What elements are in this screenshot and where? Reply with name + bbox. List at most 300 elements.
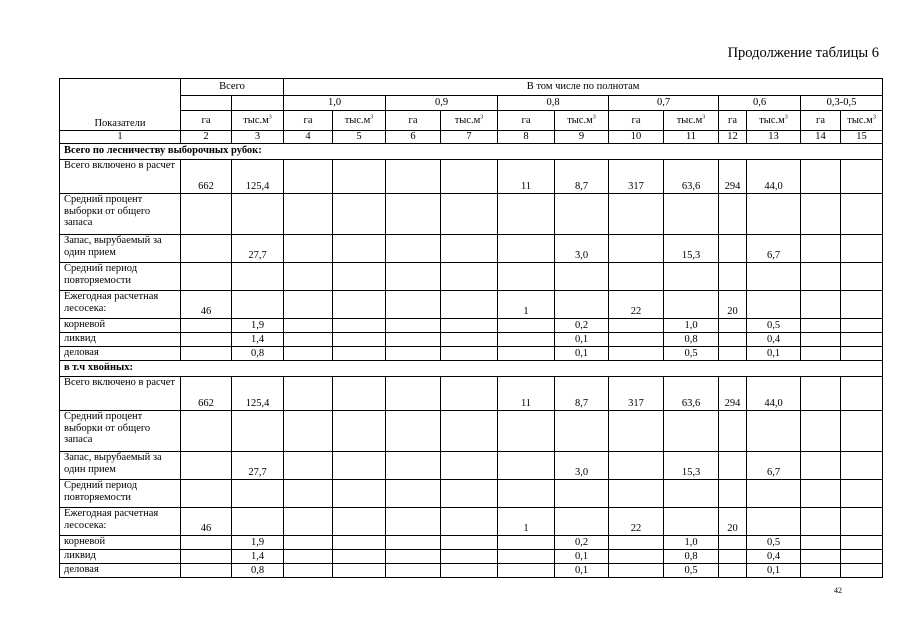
total-header: Всего	[181, 79, 284, 96]
table-cell: 1,4	[232, 550, 284, 564]
table-row	[60, 564, 883, 578]
column-number: 13	[747, 131, 801, 144]
table-cell	[801, 333, 841, 347]
table-cell	[441, 452, 498, 480]
table-cell: 662	[181, 160, 232, 194]
table-cell	[498, 333, 555, 347]
unit-vol-text: тыс.м	[344, 114, 371, 126]
table-cell	[386, 347, 441, 361]
column-number: 9	[555, 131, 609, 144]
unit-vol-header	[555, 111, 609, 131]
table-cell	[441, 377, 498, 411]
table-cell	[441, 333, 498, 347]
table-cell	[284, 508, 333, 536]
unit-ha-header: га	[498, 111, 555, 131]
row-label: Средний процент выборки от общего запаса	[60, 411, 181, 452]
table-cell	[555, 508, 609, 536]
table-cell	[441, 550, 498, 564]
table-cell	[609, 536, 664, 550]
table-cell: 8,7	[555, 377, 609, 411]
table-cell: 0,5	[747, 319, 801, 333]
table-cell	[441, 347, 498, 361]
table-cell	[747, 263, 801, 291]
table-cell	[664, 508, 719, 536]
table-cell	[609, 235, 664, 263]
table-cell	[719, 347, 747, 361]
table-cell	[181, 235, 232, 263]
table-cell: 0,4	[747, 550, 801, 564]
table-cell	[386, 377, 441, 411]
header-row-units	[60, 111, 883, 131]
table-cell: 27,7	[232, 235, 284, 263]
table-cell	[441, 160, 498, 194]
table-cell	[232, 291, 284, 319]
table-cell: 0,1	[555, 550, 609, 564]
table-cell	[333, 452, 386, 480]
table-cell	[801, 508, 841, 536]
table-cell	[664, 411, 719, 452]
table-cell	[181, 319, 232, 333]
table-row	[60, 347, 883, 361]
table-cell	[801, 263, 841, 291]
unit-vol-superscript: 3	[872, 114, 876, 121]
unit-vol-superscript: 3	[480, 114, 484, 121]
table-cell: 0,5	[664, 564, 719, 578]
unit-ha-header: га	[181, 111, 232, 131]
table-cell: 22	[609, 508, 664, 536]
table-cell	[719, 319, 747, 333]
row-label: Средний период повторяемости	[60, 263, 181, 291]
row-label: Ежегодная расчетная лесосека:	[60, 508, 181, 536]
table-cell	[801, 291, 841, 319]
table-row	[60, 319, 883, 333]
table-cell: 1	[498, 291, 555, 319]
unit-vol-text: тыс.м	[454, 114, 481, 126]
table-cell: 0,8	[232, 564, 284, 578]
table-cell: 317	[609, 160, 664, 194]
table-cell	[284, 536, 333, 550]
table-row	[60, 480, 883, 508]
table-cell: 294	[719, 377, 747, 411]
table-cell	[181, 564, 232, 578]
table-cell: 15,3	[664, 235, 719, 263]
table-row	[60, 194, 883, 235]
table-cell	[664, 291, 719, 319]
table-cell: 662	[181, 377, 232, 411]
table-row	[60, 160, 883, 194]
table-cell	[498, 263, 555, 291]
table-cell	[609, 194, 664, 235]
table-cell	[841, 536, 883, 550]
table-cell	[801, 319, 841, 333]
table-cell	[498, 536, 555, 550]
table-cell	[498, 194, 555, 235]
table-cell	[441, 235, 498, 263]
table-cell	[386, 194, 441, 235]
table-cell	[181, 333, 232, 347]
table-cell	[801, 536, 841, 550]
unit-vol-superscript: 3	[784, 114, 788, 121]
row-label: Средний процент выборки от общего запаса	[60, 194, 181, 235]
table-cell: 44,0	[747, 160, 801, 194]
density-group-header: В том числе по полнотам	[284, 79, 883, 96]
table-cell	[609, 564, 664, 578]
table-cell	[664, 480, 719, 508]
total-vol-subheader-blank	[232, 96, 284, 111]
table-cell	[284, 411, 333, 452]
column-number: 15	[841, 131, 883, 144]
table-cell: 44,0	[747, 377, 801, 411]
row-label: Ежегодная расчетная лесосека:	[60, 291, 181, 319]
page-number: 42	[834, 586, 842, 595]
row-label: ликвид	[60, 333, 181, 347]
table-cell	[284, 377, 333, 411]
table-cell	[801, 452, 841, 480]
table-row	[60, 263, 883, 291]
table-cell	[181, 263, 232, 291]
table-cell: 22	[609, 291, 664, 319]
table-cell	[664, 263, 719, 291]
table-cell: 3,0	[555, 235, 609, 263]
table-cell	[181, 194, 232, 235]
table-cell	[333, 550, 386, 564]
table-cell	[841, 411, 883, 452]
unit-ha-header: га	[609, 111, 664, 131]
table-cell	[441, 263, 498, 291]
density-header: 0,3-0,5	[801, 96, 883, 111]
table-cell	[841, 333, 883, 347]
table-cell	[555, 263, 609, 291]
section-header-row	[60, 144, 883, 160]
table-cell: 0,1	[555, 564, 609, 578]
table-cell	[232, 194, 284, 235]
table-row	[60, 452, 883, 480]
table-cell: 0,5	[747, 536, 801, 550]
column-number: 8	[498, 131, 555, 144]
table-cell: 63,6	[664, 160, 719, 194]
table-cell	[609, 333, 664, 347]
table-cell	[841, 508, 883, 536]
table-cell	[284, 291, 333, 319]
table-cell	[386, 508, 441, 536]
table-cell	[333, 160, 386, 194]
table-cell	[801, 564, 841, 578]
table-cell	[181, 550, 232, 564]
table-cell	[719, 480, 747, 508]
total-ha-subheader-blank	[181, 96, 232, 111]
table-cell	[386, 160, 441, 194]
row-label: корневой	[60, 319, 181, 333]
table-cell	[284, 564, 333, 578]
row-label: деловая	[60, 347, 181, 361]
column-number: 5	[333, 131, 386, 144]
table-cell	[719, 333, 747, 347]
table-cell	[333, 508, 386, 536]
table-cell	[609, 347, 664, 361]
table-cell	[333, 411, 386, 452]
table-cell: 1,9	[232, 536, 284, 550]
table-cell	[441, 411, 498, 452]
data-table	[59, 78, 883, 578]
unit-vol-text: тыс.м	[847, 114, 873, 126]
table-cell	[801, 235, 841, 263]
unit-ha-header: га	[386, 111, 441, 131]
section-header-row	[60, 361, 883, 377]
table-cell	[841, 347, 883, 361]
table-cell	[841, 452, 883, 480]
table-cell	[555, 411, 609, 452]
density-header: 0,7	[609, 96, 719, 111]
table-cell	[232, 263, 284, 291]
table-row	[60, 333, 883, 347]
table-cell	[284, 319, 333, 333]
table-cell	[498, 319, 555, 333]
table-row	[60, 550, 883, 564]
table-cell	[386, 550, 441, 564]
row-label: деловая	[60, 564, 181, 578]
table-cell	[841, 564, 883, 578]
table-cell	[386, 333, 441, 347]
table-row	[60, 411, 883, 452]
table-cell: 6,7	[747, 452, 801, 480]
table-cell	[386, 452, 441, 480]
table-cell	[333, 333, 386, 347]
table-cell: 6,7	[747, 235, 801, 263]
table-cell	[747, 508, 801, 536]
table-cell	[441, 291, 498, 319]
table-cell	[719, 536, 747, 550]
column-number: 14	[801, 131, 841, 144]
table-cell: 0,1	[747, 347, 801, 361]
section-title: Всего по лесничеству выборочных рубок:	[60, 144, 883, 160]
table-cell	[386, 564, 441, 578]
table-cell	[801, 550, 841, 564]
table-cell: 46	[181, 291, 232, 319]
table-cell	[664, 194, 719, 235]
table-cell: 1,9	[232, 319, 284, 333]
table-cell	[719, 452, 747, 480]
column-number: 11	[664, 131, 719, 144]
header-row-2	[60, 96, 883, 111]
table-cell	[386, 291, 441, 319]
table-cell	[801, 411, 841, 452]
table-cell	[333, 347, 386, 361]
table-cell: 0,8	[232, 347, 284, 361]
table-cell: 0,8	[664, 333, 719, 347]
table-cell	[747, 291, 801, 319]
table-cell	[333, 291, 386, 319]
row-label: Запас, вырубаемый за один прием	[60, 235, 181, 263]
unit-vol-text: тыс.м	[759, 114, 785, 126]
table-cell: 0,1	[555, 347, 609, 361]
table-cell	[333, 194, 386, 235]
table-cell: 46	[181, 508, 232, 536]
table-cell	[719, 235, 747, 263]
density-header: 1,0	[284, 96, 386, 111]
table-cell	[609, 263, 664, 291]
table-cell: 3,0	[555, 452, 609, 480]
table-cell	[386, 480, 441, 508]
table-cell	[232, 480, 284, 508]
table-cell	[555, 194, 609, 235]
unit-ha-header: га	[801, 111, 841, 131]
table-row	[60, 291, 883, 319]
table-cell	[284, 235, 333, 263]
table-cell: 11	[498, 377, 555, 411]
table-cell: 1,0	[664, 319, 719, 333]
table-cell	[441, 564, 498, 578]
table-cell	[441, 319, 498, 333]
column-number: 2	[181, 131, 232, 144]
column-number: 6	[386, 131, 441, 144]
table-cell: 294	[719, 160, 747, 194]
table-cell	[333, 319, 386, 333]
row-label: Всего включено в расчет	[60, 160, 181, 194]
table-cell: 15,3	[664, 452, 719, 480]
unit-vol-superscript: 3	[592, 114, 596, 121]
table-cell: 8,7	[555, 160, 609, 194]
table-row	[60, 377, 883, 411]
table-cell	[841, 291, 883, 319]
column-number: 10	[609, 131, 664, 144]
table-cell	[747, 480, 801, 508]
table-cell	[609, 480, 664, 508]
table-cell: 0,2	[555, 536, 609, 550]
table-cell	[333, 235, 386, 263]
row-label-header: Показатели	[60, 79, 181, 131]
table-cell: 20	[719, 508, 747, 536]
table-cell	[841, 194, 883, 235]
table-cell	[719, 194, 747, 235]
column-number: 7	[441, 131, 498, 144]
table-cell	[441, 536, 498, 550]
table-cell	[284, 550, 333, 564]
row-label: Запас, вырубаемый за один прием	[60, 452, 181, 480]
table-cell	[284, 263, 333, 291]
table-cell	[441, 508, 498, 536]
table-cell	[719, 411, 747, 452]
table-cell: 63,6	[664, 377, 719, 411]
table-cell: 317	[609, 377, 664, 411]
table-cell	[181, 536, 232, 550]
table-cell: 0,1	[747, 564, 801, 578]
table-cell	[284, 194, 333, 235]
table-cell	[284, 333, 333, 347]
table-cell	[609, 411, 664, 452]
unit-vol-superscript: 3	[370, 114, 374, 121]
table-cell	[801, 160, 841, 194]
table-cell	[719, 550, 747, 564]
unit-vol-text: тыс.м	[243, 114, 269, 126]
table-cell: 1,4	[232, 333, 284, 347]
table-cell	[386, 263, 441, 291]
table-cell	[801, 347, 841, 361]
table-cell: 0,2	[555, 319, 609, 333]
table-cell	[181, 452, 232, 480]
table-cell	[841, 550, 883, 564]
table-cell: 0,1	[555, 333, 609, 347]
table-cell	[719, 263, 747, 291]
column-number: 4	[284, 131, 333, 144]
table-cell: 1	[498, 508, 555, 536]
table-cell	[841, 319, 883, 333]
table-cell: 20	[719, 291, 747, 319]
row-label: ликвид	[60, 550, 181, 564]
table-cell	[498, 347, 555, 361]
table-cell	[609, 452, 664, 480]
table-cell	[232, 411, 284, 452]
table-cell	[498, 550, 555, 564]
table-cell	[747, 194, 801, 235]
unit-vol-superscript: 3	[268, 114, 272, 121]
unit-vol-header	[441, 111, 498, 131]
header-row-numbers	[60, 131, 883, 144]
table-cell	[284, 480, 333, 508]
table-cell: 27,7	[232, 452, 284, 480]
unit-vol-header	[841, 111, 883, 131]
column-number: 1	[60, 131, 181, 144]
table-cell	[841, 263, 883, 291]
unit-vol-header	[664, 111, 719, 131]
table-cell: 0,8	[664, 550, 719, 564]
table-cell	[801, 194, 841, 235]
table-cell	[841, 235, 883, 263]
table-cell	[181, 480, 232, 508]
table-cell	[719, 564, 747, 578]
table-cell	[333, 564, 386, 578]
table-cell	[181, 347, 232, 361]
unit-vol-superscript: 3	[702, 114, 706, 121]
table-cell	[386, 235, 441, 263]
table-cell	[333, 480, 386, 508]
table-cell: 125,4	[232, 160, 284, 194]
table-cell	[801, 480, 841, 508]
table-cell	[841, 480, 883, 508]
table-cell	[841, 160, 883, 194]
density-header: 0,9	[386, 96, 498, 111]
unit-vol-header	[747, 111, 801, 131]
table-caption: Продолжение таблицы 6	[727, 45, 879, 61]
table-cell	[386, 411, 441, 452]
table-cell	[333, 377, 386, 411]
row-label: корневой	[60, 536, 181, 550]
table-cell	[498, 480, 555, 508]
table-cell: 0,4	[747, 333, 801, 347]
table-cell	[609, 319, 664, 333]
table-cell	[441, 194, 498, 235]
unit-ha-header: га	[284, 111, 333, 131]
table-cell	[232, 508, 284, 536]
density-header: 0,8	[498, 96, 609, 111]
table-row	[60, 235, 883, 263]
table-cell	[801, 377, 841, 411]
table-cell	[333, 263, 386, 291]
row-label: Всего включено в расчет	[60, 377, 181, 411]
table-cell: 125,4	[232, 377, 284, 411]
table-cell	[498, 564, 555, 578]
table-cell	[386, 319, 441, 333]
table-row	[60, 536, 883, 550]
table-cell	[498, 452, 555, 480]
table-cell	[498, 235, 555, 263]
row-label: Средний период повторяемости	[60, 480, 181, 508]
table-cell	[747, 411, 801, 452]
column-number: 12	[719, 131, 747, 144]
unit-vol-header	[232, 111, 284, 131]
table-cell	[181, 411, 232, 452]
table-cell: 1,0	[664, 536, 719, 550]
unit-vol-text: тыс.м	[567, 114, 593, 126]
